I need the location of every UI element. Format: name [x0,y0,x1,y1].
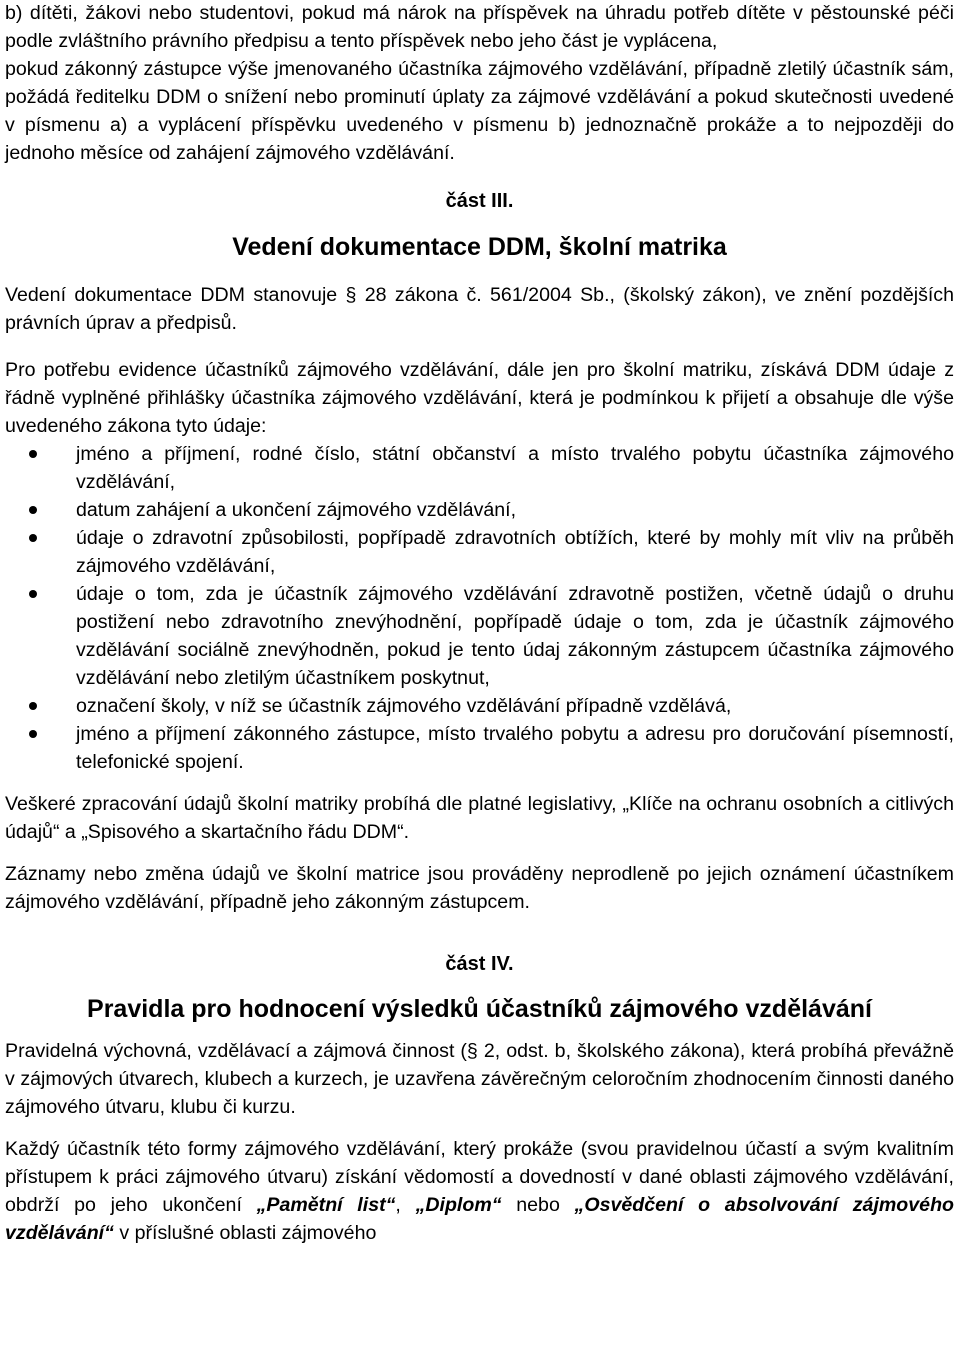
data-list [5,440,954,776]
diplom-label: „Diplom“ [415,1194,502,1216]
list-item: označení školy, v níž se účastník zájmového vzdělávání případně vzdělává, [5,692,954,720]
paragraph-records: Záznamy nebo změna údajů ve školní matrice jsou prováděny neprodleně po jejich oznámení účastníkem zájmového vzdělávání, případně jeho zákonným zástupcem. [5,863,954,913]
bullet-icon [29,506,37,514]
bullet-icon [29,730,37,738]
paragraph-documentation: Vedení dokumentace DDM stanovuje § 28 zákona č. 561/2004 Sb., (školský zákon), ve znění pozdějších právních úprav a předpisů. [5,284,954,334]
bullet-icon [29,590,37,598]
paragraph-evidence: Pro potřebu evidence účastníků zájmového vzdělávání, dále jen pro školní matriku, získává DDM údaje z řádně vyplněné přihlášky účastníka zájmového vzdělávání, která je podmínkou k přijetí a obsahuje dle výše uvedeného zákona tyto údaje: [5,359,954,437]
paragraph-b-item: b) dítěti, žákovi nebo studentovi, pokud má nárok na příspěvek na úhradu potřeb dítěte v pěstounské péči podle zvláštního právního předpisu a tento příspěvek nebo jeho část je vyplácena, [5,2,954,52]
section-title: Vedení dokumentace DDM, školní matrika [232,233,727,261]
paragraph-regular-activity: Pravidelná výchovná, vzdělávací a zájmová činnost (§ 2, odst. b, školského zákona), která probíhá převážně v zájmových útvarech, klubech a kurzech, je uzavřena závěrečným celoročním zhodnocením činnosti daného zájmového útvaru, klubu či kurzu. [5,1040,954,1118]
list-item: údaje o tom, zda je účastník zájmového vzdělávání zdravotně postižen, včetně údajů o druhu postižení nebo zdravotního znevýhodnění, popřípadě údaje o tom, zda je účastník zájmového vzdělávání sociálně znevýhodněn, pokud je tento údaj zákonným zástupcem účastníka zájmového vzdělávání nebo zletilým účastníkem poskytnut, [5,580,954,692]
section-part-3 [5,187,954,916]
pametni-list-label: „Pamětní list“ [256,1194,396,1216]
osvedceni-label: „Osvědčení o absolvování zájmového vzdělávání“ [5,1194,955,1244]
list-item: datum zahájení a ukončení zájmového vzdělávání, [5,496,954,524]
paragraph-processing: Veškeré zpracování údajů školní matriky probíhá dle platné legislativy, „Klíče na ochranu osobních a citlivých údajů“ a „Spisového a skartačního řádu DDM“. [5,793,954,843]
list-item: jméno a příjmení, rodné číslo, státní občanství a místo trvalého pobytu účastníka zájmového vzdělávání, [5,440,954,496]
list-item: údaje o zdravotní způsobilosti, popřípadě zdravotních obtížích, které by mohly mít vliv na průběh zájmového vzdělávání, [5,524,954,580]
section-label: část III. [445,190,514,212]
bullet-icon [29,450,37,458]
list-item: jméno a příjmení zákonného zástupce, místo trvalého pobytu a adresu pro doručování písemností, telefonické spojení. [5,720,954,776]
bullet-icon [29,534,37,542]
section-part-4 [5,950,954,1247]
section-label: část IV. [445,953,514,975]
paragraph-request-reduction: pokud zákonný zástupce výše jmenovaného účastníka zájmového vzdělávání, případně zletilý účastník sám, požádá ředitelku DDM o snížení nebo prominutí úplaty za zájmové vzdělávání a pokud skutečnosti uvedené v písmenu a) a vyplácení příspěvku uvedeného v písmenu b) jednoznačně prokáže a to nejpozději do jednoho měsíce od zahájení zájmového vzdělávání. [5,58,954,164]
bullet-icon [29,702,37,710]
section-title: Pravidla pro hodnocení výsledků účastníků zájmového vzdělávání [87,995,872,1023]
paragraph-certificates: Každý účastník této formy zájmového vzdělávání, který prokáže (svou pravidelnou účastí a svým kvalitním přístupem k práci zájmového útvaru) získání vědomostí a dovedností v dané oblasti zájmového vzdělávání, obdrží po jeho ukončení „Pamětní list“, „Diplom“ nebo „Osvědčení o absolvování zájmového vzdělávání“ v příslušné oblasti zájmového [5,1138,955,1244]
